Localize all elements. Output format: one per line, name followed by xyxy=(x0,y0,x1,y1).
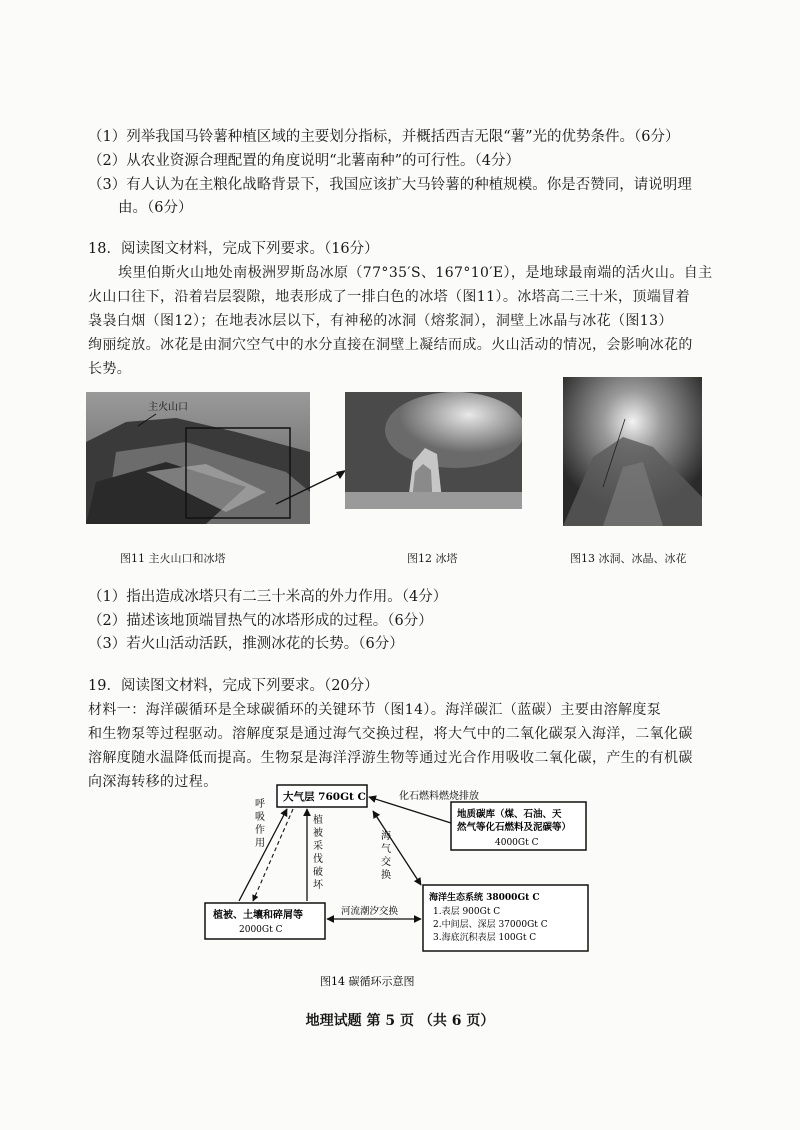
q18-sub3: （3）若火山活动活跃，推测冰花的长势。（6分） xyxy=(88,636,404,652)
svg-text:伐: 伐 xyxy=(313,854,323,865)
figure-11-label: 主火山口 xyxy=(148,402,188,413)
q19-material-line: 和生物泵等过程驱动。溶解度泵是通过海气交换过程，将大气中的二氧化碳泵入海洋，二氧化碳 xyxy=(88,726,693,742)
geological-amount: 4000Gt C xyxy=(495,838,539,848)
svg-text:换: 换 xyxy=(381,870,391,881)
ocean-layer: 2.中间层、深层 37000Gt C xyxy=(433,920,548,930)
geological-label: 地质碳库（煤、石油、天 xyxy=(457,809,562,820)
deforestation-label xyxy=(313,813,324,891)
svg-text:植: 植 xyxy=(313,815,323,826)
page-footer: 地理试题 第 5 页 （共 6 页） xyxy=(305,1013,495,1029)
svg-text:破: 破 xyxy=(313,867,323,878)
atmosphere-label: 大气层 760Gt C xyxy=(283,791,366,803)
respiration-label xyxy=(255,798,265,849)
figure-13-caption: 图13 冰洞、冰晶、冰花 xyxy=(570,552,687,565)
q17-sub2: （2）从农业资源合理配置的角度说明“北薯南种”的可行性。（4分） xyxy=(88,153,521,169)
q19-material-line: 材料一：海洋碳循环是全球碳循环的关键环节（图14）。海洋碳汇（蓝碳）主要由溶解度泵 xyxy=(88,702,662,718)
carbon-cycle-diagram xyxy=(195,775,595,1005)
svg-text:海: 海 xyxy=(381,831,391,842)
q18-title: 18．阅读图文材料，完成下列要求。（16分） xyxy=(88,241,379,257)
svg-text:作: 作 xyxy=(255,825,265,836)
q18-material-line: 袅袅白烟（图12）；在地表冰层以下，有神秘的冰洞（熔浆洞），洞壁上冰晶与冰花（图13） xyxy=(88,313,673,329)
figure-11-caption: 图11 主火山口和冰塔 xyxy=(120,552,226,565)
svg-text:吸: 吸 xyxy=(255,812,265,823)
figure-14-caption: 图14 碳循环示意图 xyxy=(320,975,415,988)
figure-12-caption: 图12 冰塔 xyxy=(407,552,458,565)
q17-sub1: （1）列举我国马铃薯种植区域的主要划分指标，并概括西吉无限“薯”光的优势条件。（6分） xyxy=(88,129,680,145)
svg-text:被: 被 xyxy=(313,828,323,839)
figure-arrow xyxy=(272,440,352,510)
svg-text:气: 气 xyxy=(381,844,391,855)
q17-sub3: （3）有人认为在主粮化战略背景下，我国应该扩大马铃薯的种植规模。你是否赞同，请说明理 xyxy=(88,177,692,193)
q18-material-line: 火山口往下，沿着岩层裂隙，地表形成了一排白色的冰塔（图11）。冰塔高二三十米，顶端冒着 xyxy=(88,289,691,305)
figure-13-photo xyxy=(563,377,702,526)
ocean-layer: 1.表层 900Gt C xyxy=(433,907,501,917)
q18-material-line: 绚丽绽放。冰花是由洞穴空气中的水分直接在洞壁上凝结而成。火山活动的情况，会影响冰花的 xyxy=(88,337,693,353)
fossil-emission-label: 化石燃料燃烧排放 xyxy=(399,791,479,802)
q19-material-line: 溶解度随水温降低而提高。生物泵是海洋浮游生物等通过光合作用吸收二氧化碳，产生的有机碳 xyxy=(88,750,693,766)
estuary-exchange-label: 河流潮汐交换 xyxy=(341,906,399,917)
ocean-layer: 3.海底沉积表层 100Gt C xyxy=(433,933,537,943)
svg-text:用: 用 xyxy=(255,838,265,849)
q18-material-line: 埃里伯斯火山地处南极洲罗斯岛冰原（77°35′S、167°10′E），是地球最南端的活火山。自主 xyxy=(118,265,713,281)
q18-sub2: （2）描述该地顶端冒热气的冰塔形成的过程。（6分） xyxy=(88,613,433,629)
ocean-label: 海洋生态系统 38000Gt C xyxy=(429,893,540,903)
air-sea-exchange-label xyxy=(381,829,391,881)
q18-sub1: （1）指出造成冰塔只有二三十米高的外力作用。（4分） xyxy=(88,589,448,605)
q18-material-line: 长势。 xyxy=(88,361,132,377)
q19-material-line: 向深海转移的过程。 xyxy=(88,774,218,790)
svg-text:呼: 呼 xyxy=(255,799,265,810)
land-amount: 2000Gt C xyxy=(239,925,283,935)
q19-title: 19．阅读图文材料，完成下列要求。（20分） xyxy=(88,678,379,694)
svg-text:采: 采 xyxy=(313,841,323,852)
geological-label: 然气等化石燃料及泥碳等） xyxy=(457,822,572,833)
land-label: 植被、土壤和碎屑等 xyxy=(213,910,303,921)
svg-text:坏: 坏 xyxy=(313,880,323,891)
svg-text:交: 交 xyxy=(381,857,391,868)
figure-12-photo xyxy=(345,392,522,509)
q17-sub3-cont: 由。（6分） xyxy=(118,200,193,216)
